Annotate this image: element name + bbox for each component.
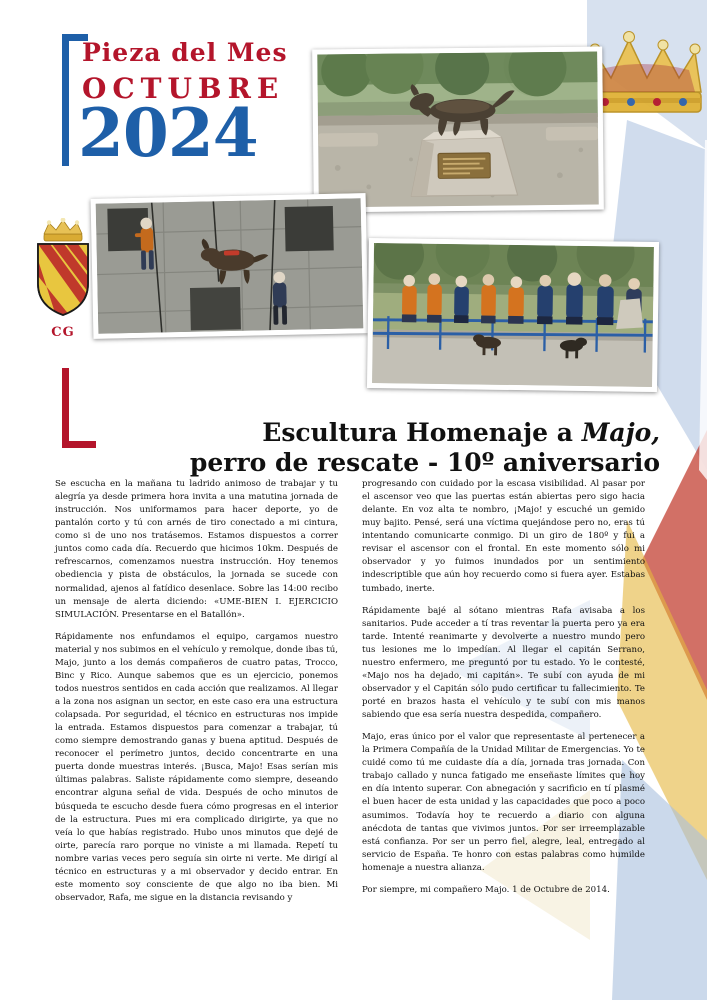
photo-sculpture (312, 46, 604, 212)
article-column-left (55, 478, 338, 905)
page-title-line-1-pre: Escultura Homenaje a (262, 418, 582, 447)
crest-label: CG (51, 325, 75, 340)
paragraph: Rápidamente nos enfundamos el equipo, cargamos nuestro material y nos subimos en el vehículo y remolque, donde ibas tú, Majo, junto a los demás compañeros de cuatro patas, Trocco, Binc y Rico. Aunque sabemos que es un ejercicio, ponemos todos nuestros sentidos en cada acción que realizamos. Al llegar a la zona nos asignan un sector, en este caso era una estructura colapsada. Por seguridad, el técnico en estructuras nos impide la entrada. Estamos dispuestos para comenzar a trabajar, tú como siempre demostrando ganas y buena aptitud. Después de reconocer el perímetro juntos, decido concentrarte en una puerta donde muestras interés. ¡Busca, Majo! Esas serían mis últimas palabras. Saliste rápidamente como siempre, deseando encontrar alguna señal de vida. Después de ocho minutos de búsqueda te escucho desde fuera cómo progresas en el interior de la estructura. Pues mi era complicado dirigirte, ya que no veía lo que habías registrado. Hubo unos minutos que dejé de oirte, parecía raro porque no viniste a mi llamada. Repetí tu nombre varias veces pero seguía sin oirte ni verte. Me dirigí al técnico en estructuras y a mi observador y decido entrar. En este momento soy consciente de que algo no iba bien. Mi observador, Rafa, me sigue en la distancia revisando y (55, 631, 338, 903)
article-column-right (362, 478, 645, 897)
article-body (55, 478, 651, 978)
photo-training (91, 193, 369, 339)
paragraph: Se escucha en la mañana tu ladrido animoso de trabajar y tu alegría ya desde primera hora invita a una matutina jornada de instrucción. Nos uniformamos para hacer deporte, yo de pantalón corto y tú con arnés de tiro conectado a mi cintura, como si de uno nos tratásemos. Estamos dispuestos a correr juntos como cada día. Recuerdo que hicimos 10km. Después de refrescarnos, comenzamos nuestra instrucción. Hoy tenemos obediencia y pista de obstáculos, la jornada se sucede con normalidad, ajenos al fatídico desenlace. Sobre las 14:00 recibo un mensaje de alerta diciendo: «UME-BIEN I. EJERCICIO SIMULACIÓN. Presentarse en el Batallón». (55, 479, 338, 620)
paragraph: Rápidamente bajé al sótano mientras Rafa avisaba a los sanitarios. Pude acceder a tí tras reventar la puerta pero ya era tarde. Intenté reanimarte y devolverte a nuestro mundo pero tus lesiones me lo impedían. Al llegar el capitán Serrano, nuestro enfermero, me preguntó por tu estado. Yo le contesté, «Majo nos ha dejado, mi capitán». Te subí con ayuda de mi observador y el Capitán sólo pudo certificar tu fallecimiento. Te porté en brazos hasta el vehículo y te subí con mis manos sabiendo que esa sería nuestra despedida, compañero. (362, 605, 645, 721)
crest (28, 218, 98, 348)
page-title-line-2: perro de rescate - 10º aniversario (189, 447, 660, 477)
page-title-subject: Majo, (581, 418, 660, 447)
page-title (120, 418, 660, 477)
page-title-line-1 (120, 418, 660, 448)
masthead-blue-rule (62, 34, 69, 166)
masthead-kicker: Pieza del Mes (82, 38, 288, 67)
shield-crest-icon (30, 218, 96, 318)
red-bracket-ornament (62, 368, 96, 448)
paragraph: Majo, eras único por el valor que representaste al pertenecer a la Primera Compañía de la Unidad Militar de Emergencias. Yo te cuidé como tú me cuidaste día a día, jornada tras jornada. Con trabajo callado y nunca fatigado me enseñaste límites que hoy en día intento superar. Con abnegación y sacrificio en tí plasmé el buen hacer de esta unidad y las capacidades que poco a poco asumimos. Todavía hoy te recuerdo a diario con alguna anécdota de tantas que vivimos juntos. Por ser irreemplazable está confianza. Por ser un perro fiel, alegre, leal, entregado al servicio de España. Te honro con estas palabras como humilde homenaje a nuestra alianza. (362, 732, 645, 873)
photo-team (367, 238, 659, 392)
masthead-month: OCTUBRE (82, 72, 285, 105)
masthead-year: 2024 (78, 94, 258, 172)
signature-line: Por siempre, mi compañero Majo. 1 de Octubre de 2014. (362, 884, 610, 895)
masthead (0, 0, 330, 210)
paragraph: progresando con cuidado por la escasa visibilidad. Al pasar por el ascensor veo que las puertas están abiertas pero sigo hacia delante. En voz alta te nombro, ¡Majo! y escuché un gemido muy bajito. Pensé, será una víctima quejándose pero no, eras tú intentando comunicarte conmigo. Di un giro de 180º y fui a revisar el ascensor con el frontal. En este momento sólo mi observador y yo fuimos inundados por un sentimiento indescriptible que aún hoy recuerdo como si fuera ayer. Estabas tumbado, inerte. (362, 479, 645, 594)
